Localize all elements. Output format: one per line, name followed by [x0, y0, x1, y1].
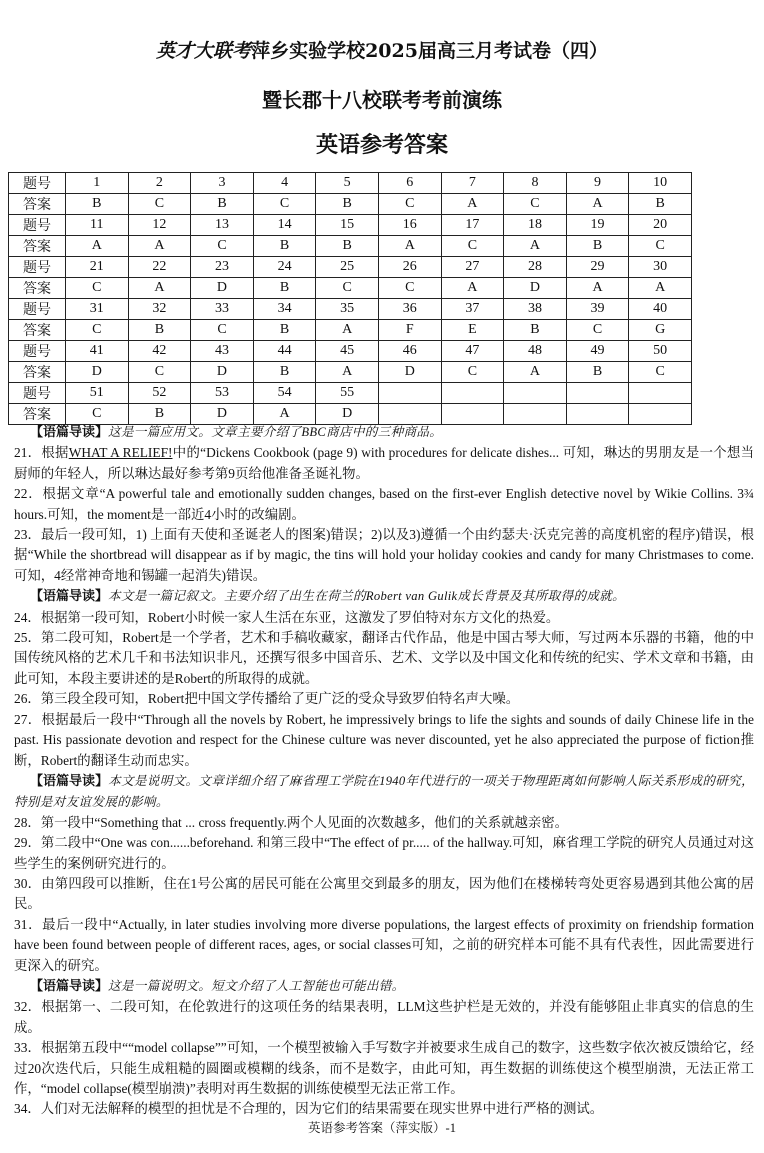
question-number-cell: 36 — [378, 299, 441, 320]
answer-table — [8, 172, 692, 425]
question-number-cell: 14 — [253, 215, 316, 236]
question-number-cell: 44 — [253, 341, 316, 362]
question-number-cell: 17 — [441, 215, 504, 236]
explanations — [14, 422, 754, 1120]
answer-cell: B — [66, 194, 129, 215]
answer-cell: D — [191, 362, 254, 383]
question-number-cell: 31 — [66, 299, 129, 320]
answer-row-label: 答案 — [9, 362, 66, 383]
answer-cell: C — [566, 320, 629, 341]
question-number-cell: 42 — [128, 341, 191, 362]
answer-cell: B — [629, 194, 692, 215]
answer-cell: C — [504, 194, 567, 215]
answer-cell: C — [441, 362, 504, 383]
answer-cell: D — [191, 404, 254, 425]
doc-title: 英语参考答案 — [315, 133, 448, 158]
answer-row-label: 答案 — [9, 278, 66, 299]
answer-cell: B — [253, 236, 316, 257]
answer-cell: F — [378, 320, 441, 341]
question-row-label: 题号 — [9, 173, 66, 194]
guide-2: 【语篇导读】本文是一篇记叙文。主要介绍了出生在荷兰的Robert van Gulik成长背景及其所取得的成就。 — [30, 589, 626, 605]
question-number-cell: 2 — [128, 173, 191, 194]
answer-row — [9, 320, 692, 341]
guide-1: 【语篇导读】这是一篇应用文。文章主要介绍了BBC商店中的三种商品。 — [30, 425, 443, 440]
answer-cell: C — [378, 194, 441, 215]
answer-cell: C — [191, 320, 254, 341]
answer-cell: A — [441, 194, 504, 215]
explanation-32: 32．根据第一、二段可知，在伦敦进行的这项任务的结果表明，LLM这些护栏是无效的，并没有能够阻止非真实的信息的生成。 — [14, 999, 754, 1035]
question-row-label: 题号 — [9, 257, 66, 278]
answer-cell: B — [316, 194, 379, 215]
question-number-cell: 55 — [316, 383, 379, 404]
question-number-cell: 34 — [253, 299, 316, 320]
question-number-cell — [504, 383, 567, 404]
question-number-cell: 46 — [378, 341, 441, 362]
question-number-cell — [378, 383, 441, 404]
answer-cell: B — [316, 236, 379, 257]
explanation-34: 34．人们对无法解释的模型的担忧是不合理的，因为它们的结果需要在现实世界中进行严格的测试。 — [14, 1101, 604, 1117]
question-number-cell: 47 — [441, 341, 504, 362]
question-number-cell: 29 — [566, 257, 629, 278]
answer-cell: A — [566, 194, 629, 215]
question-row — [9, 257, 692, 278]
answer-cell: C — [441, 236, 504, 257]
question-number-cell: 20 — [629, 215, 692, 236]
question-number-cell: 50 — [629, 341, 692, 362]
question-number-cell: 4 — [253, 173, 316, 194]
question-row-label: 题号 — [9, 341, 66, 362]
explanation-31: 31．最后一段中“Actually, in later studies involving more diverse populations, the largest effects of proximity on friendship formation have been found between people of different races, ages, or social classes可知，之前的研究样本可能不具有代表性，因此需要进行更深入的研究。 — [14, 916, 754, 973]
question-row — [9, 383, 692, 404]
explanation-23: 23．最后一段可知，1) 上面有天使和圣诞老人的图案)错误；2)以及3)遵循一个由约瑟夫·沃克完善的高度机密的程序)错误，根据“While the shortbread will disappear as if by magic, the tins will hold your holiday cookies and candy for many Christmases to come. 可知，4经常神奇地和锡罐一起消失)错误。 — [14, 527, 754, 583]
question-number-cell: 21 — [66, 257, 129, 278]
explanation-24: 24．根据第一段可知，Robert小时候一家人生活在东亚，这激发了罗伯特对东方文化的热爱。 — [14, 609, 560, 625]
question-row — [9, 299, 692, 320]
exam-title-text: 萍乡实验学校2025届高三月考试卷（四） — [251, 40, 608, 62]
question-number-cell: 37 — [441, 299, 504, 320]
answer-cell: B — [566, 236, 629, 257]
explanation-28: 28．第一段中“Something that ... cross frequently.两个人见面的次数越多，他们的关系就越亲密。 — [14, 814, 569, 830]
answer-cell: C — [629, 362, 692, 383]
answer-cell: D — [316, 404, 379, 425]
answer-row — [9, 278, 692, 299]
answer-cell: C — [253, 194, 316, 215]
question-number-cell: 22 — [128, 257, 191, 278]
page-footer: 英语参考答案（萍实版）-1 — [308, 1121, 456, 1135]
question-number-cell: 39 — [566, 299, 629, 320]
question-number-cell: 3 — [191, 173, 254, 194]
question-number-cell — [566, 383, 629, 404]
question-number-cell: 9 — [566, 173, 629, 194]
answer-cell: C — [629, 236, 692, 257]
answer-row-label: 答案 — [9, 194, 66, 215]
question-number-cell: 52 — [128, 383, 191, 404]
question-number-cell: 38 — [504, 299, 567, 320]
answer-cell: D — [378, 362, 441, 383]
question-number-cell: 25 — [316, 257, 379, 278]
question-number-cell: 49 — [566, 341, 629, 362]
question-row — [9, 173, 692, 194]
explanation-29: 29．第二段中“One was con......beforehand. 和第三段中“The effect of pr..... of the hallway.可知，麻省理工学院的研究人员通过对这些学生的案例研究进行的。 — [14, 835, 754, 871]
question-number-cell: 32 — [128, 299, 191, 320]
answer-cell: D — [66, 362, 129, 383]
question-number-cell: 13 — [191, 215, 254, 236]
answer-row — [9, 194, 692, 215]
answer-cell: B — [504, 320, 567, 341]
answer-cell: B — [253, 362, 316, 383]
answer-cell: A — [441, 278, 504, 299]
question-row-label: 题号 — [9, 383, 66, 404]
question-number-cell: 28 — [504, 257, 567, 278]
question-number-cell: 54 — [253, 383, 316, 404]
question-number-cell: 51 — [66, 383, 129, 404]
question-number-cell: 12 — [128, 215, 191, 236]
question-number-cell: 40 — [629, 299, 692, 320]
answer-cell: A — [253, 404, 316, 425]
question-number-cell: 26 — [378, 257, 441, 278]
explanation-26: 26．第三段全段可知，Robert把中国文学传播给了更广泛的受众导致罗伯特名声大噪。 — [14, 691, 520, 707]
answer-cell: A — [128, 236, 191, 257]
answer-cell: C — [66, 278, 129, 299]
answer-cell: D — [191, 278, 254, 299]
question-number-cell: 16 — [378, 215, 441, 236]
explanation-22: 22．根据文章“A powerful tale and emotionally sudden changes, based on the first-ever English detective novel by Wikie Collins. 3¾ hours.可知，the moment是一部近4小时的改编剧。 — [14, 486, 754, 522]
question-number-cell: 6 — [378, 173, 441, 194]
question-number-cell: 53 — [191, 383, 254, 404]
answer-cell: C — [128, 362, 191, 383]
guide-3: 【语篇导读】本文是说明文。文章详细介绍了麻省理工学院在1940年代进行的一项关于物理距离如何影响人际关系形成的研究，特别是对友谊发展的影响。 — [14, 773, 754, 810]
question-number-cell: 7 — [441, 173, 504, 194]
question-number-cell: 43 — [191, 341, 254, 362]
answer-cell: D — [504, 278, 567, 299]
answer-cell: C — [66, 404, 129, 425]
question-number-cell: 24 — [253, 257, 316, 278]
question-number-cell: 45 — [316, 341, 379, 362]
question-row — [9, 341, 692, 362]
guide-4: 【语篇导读】这是一篇说明文。短文介绍了人工智能也可能出错。 — [30, 978, 405, 994]
answer-row-label: 答案 — [9, 320, 66, 341]
question-number-cell — [441, 383, 504, 404]
answer-cell: A — [316, 362, 379, 383]
answer-cell: A — [566, 278, 629, 299]
question-number-cell: 48 — [504, 341, 567, 362]
brand-name: 英才大联考 — [156, 40, 252, 62]
question-number-cell: 5 — [316, 173, 379, 194]
answer-cell: C — [66, 320, 129, 341]
answer-cell: B — [253, 278, 316, 299]
question-number-cell: 33 — [191, 299, 254, 320]
question-number-cell: 8 — [504, 173, 567, 194]
explanation-33: 33．根据第五段中““model collapse””可知，一个模型被输入手写数字并被要求生成自己的数字，这些数字依次被反馈给它，经过20次迭代后，只能生成粗糙的圆圈或模糊的线条，而不是数字，由此可知，再生数据的训练使这个模型崩溃，无法正常工作，“model collapse(模型崩溃)”表明对再生数据的训练使模型无法正常工作。 — [14, 1040, 754, 1096]
exam-title — [0, 36, 764, 63]
question-number-cell: 30 — [629, 257, 692, 278]
answer-cell: E — [441, 320, 504, 341]
exam-subtitle: 暨长郡十八校联考考前演练 — [262, 88, 502, 112]
explanation-30: 30．由第四段可以推断，住在1号公寓的居民可能在公寓里交到最多的朋友，因为他们在楼梯转弯处更容易遇到其他公寓的居民。 — [14, 875, 754, 912]
answer-cell: B — [566, 362, 629, 383]
answer-cell: A — [629, 278, 692, 299]
question-row-label: 题号 — [9, 299, 66, 320]
answer-cell: A — [66, 236, 129, 257]
question-number-cell: 23 — [191, 257, 254, 278]
answer-cell: C — [128, 194, 191, 215]
answer-row-label: 答案 — [9, 404, 66, 425]
answer-cell: A — [316, 320, 379, 341]
explanation-21: 21．根据WHAT A RELIEF!中的“Dickens Cookbook (page 9) with procedures for delicate dishes... 可知，琳达的男朋友是一个想当厨师的年轻人，所以琳达最好参考第9页给他准备圣诞礼物。 — [14, 445, 755, 481]
question-row-label: 题号 — [9, 215, 66, 236]
question-number-cell: 1 — [66, 173, 129, 194]
question-number-cell — [629, 383, 692, 404]
explanation-25: 25．第二段可知，Robert是一个学者，艺术和手稿收藏家，翻译古代作品，他是中国古琴大师，写过两本乐器的书籍，他的中国传统风格的艺术几千和书法知识非凡，还撰写很多中国音乐、艺术、文学以及中国文化和传统的纪实、学术文章和书籍，由此可知，本段主要讲述的是Robert的所取得的成就。 — [14, 630, 754, 686]
explanation-27: 27．根据最后一段中“Through all the novels by Robert, he impressively brings to life the sights and sounds of daily Chinese life in the past. His passionate devotion and respect for the Chinese culture was never discounted, yet he also appreciated the purpose of fiction推断，Robert的翻译生动而忠实。 — [14, 711, 754, 768]
answer-cell: A — [128, 278, 191, 299]
answer-cell: A — [504, 362, 567, 383]
question-number-cell: 11 — [66, 215, 129, 236]
question-number-cell: 10 — [629, 173, 692, 194]
answer-cell: G — [629, 320, 692, 341]
answer-cell: B — [128, 320, 191, 341]
question-row — [9, 215, 692, 236]
answer-cell: B — [191, 194, 254, 215]
answer-cell: A — [504, 236, 567, 257]
answer-row — [9, 236, 692, 257]
answer-row-label: 答案 — [9, 236, 66, 257]
question-number-cell: 41 — [66, 341, 129, 362]
answer-cell: C — [191, 236, 254, 257]
question-number-cell: 35 — [316, 299, 379, 320]
answer-cell: C — [378, 278, 441, 299]
answer-cell: A — [378, 236, 441, 257]
question-number-cell: 27 — [441, 257, 504, 278]
question-number-cell: 19 — [566, 215, 629, 236]
question-number-cell: 18 — [504, 215, 567, 236]
answer-cell: B — [128, 404, 191, 425]
question-number-cell: 15 — [316, 215, 379, 236]
answer-cell: B — [253, 320, 316, 341]
answer-cell: C — [316, 278, 379, 299]
answer-row — [9, 362, 692, 383]
